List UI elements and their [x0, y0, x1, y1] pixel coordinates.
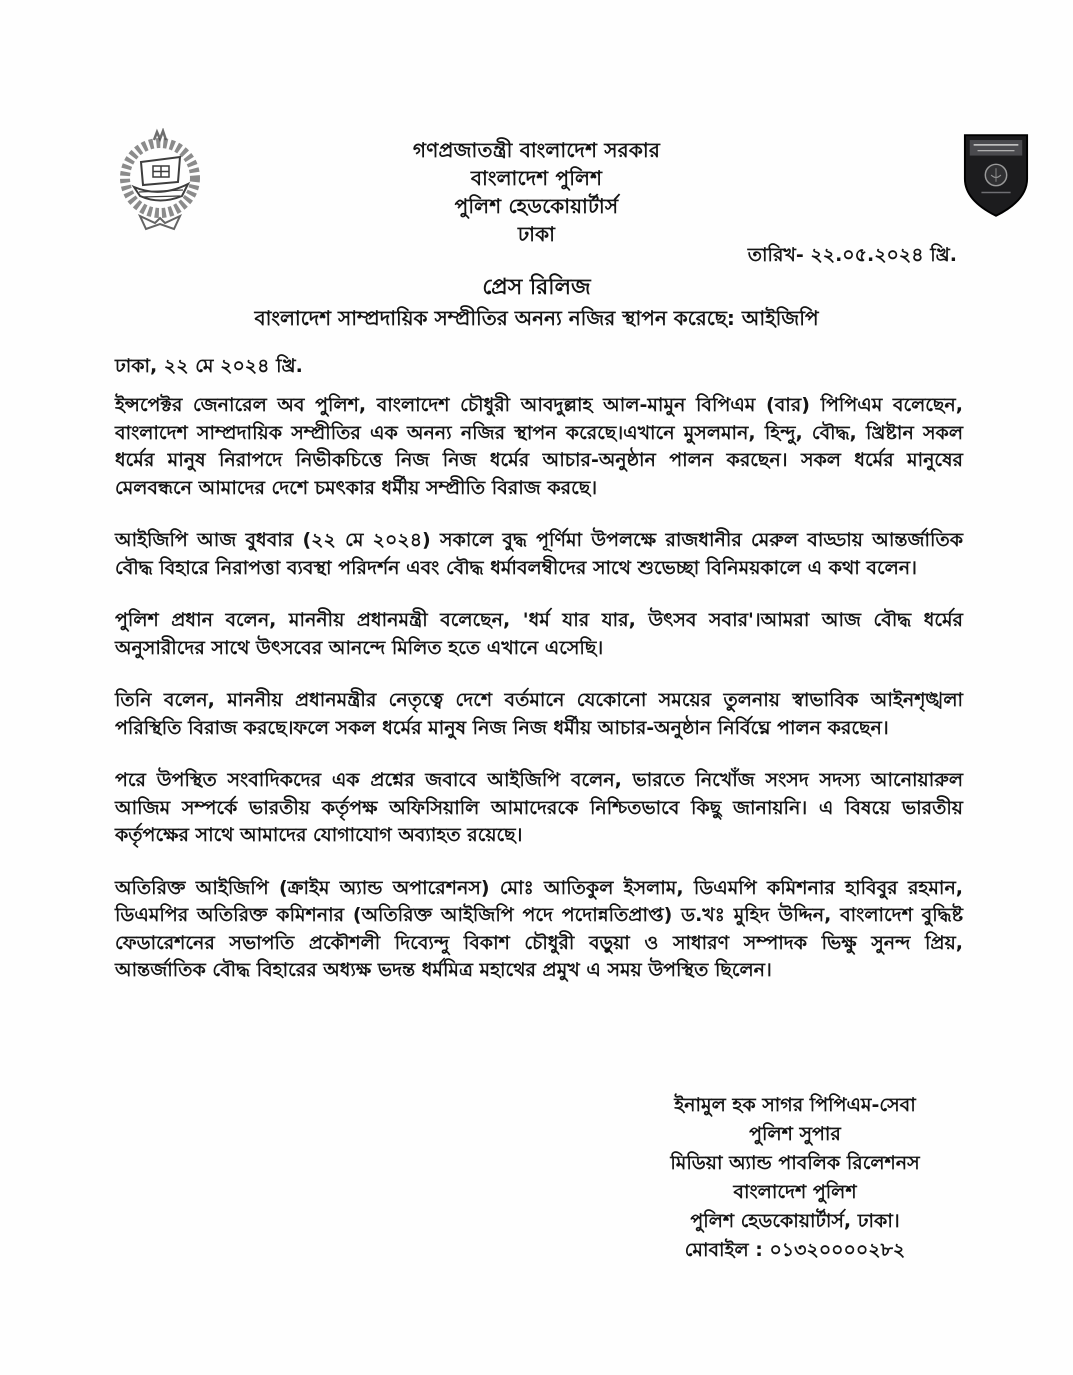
signatory-mobile: মোবাইল : ০১৩২০০০০২৮২ — [684, 1239, 906, 1261]
signatory-office: পুলিশ হেডকোয়ার্টার্স, ঢাকা। — [690, 1210, 900, 1232]
issue-date: তারিখ- ২২.০৫.২০২৪ খ্রি. — [747, 244, 957, 266]
body-paragraph-1: ইন্সপেক্টর জেনারেল অব পুলিশ, বাংলাদেশ চৌধুরী আবদুল্লাহ আল-মামুন বিপিএম (বার) পিপিএম বলেছেন, বাংলাদেশ সাম্প্রদায়িক সম্প্রীতির এক অনন্য নজির স্থাপন করেছে।এখানে মুসলমান, হিন্দু, বৌদ্ধ, খ্রিষ্টান সকল ধর্মের মানুষ নিরাপদে নিভীকচিত্তে নিজ নিজ ধর্মের আচার-অনুষ্ঠান পালন করছেন। সকল ধর্মের মানুষের মেলবন্ধনে আমাদের দেশে চমৎকার ধর্মীয় সম্প্রীতি বিরাজ করছে। — [115, 394, 963, 499]
office-name: পুলিশ হেডকোয়ার্টার্স — [454, 194, 619, 218]
signatory-department: মিডিয়া অ্যান্ড পাবলিক রিলেশনস — [670, 1152, 920, 1174]
body-paragraph-6: অতিরিক্ত আইজিপি (ক্রাইম অ্যান্ড অপারেশনস) মোঃ আতিকুল ইসলাম, ডিএমপি কমিশনার হাবিবুর রহমান, ডিএমপির অতিরিক্ত কমিশনার (অতিরিক্ত আইজিপি পদে পদোন্নতিপ্রাপ্ত) ড.খঃ মুহিদ উদ্দিন, বাংলাদেশ বুদ্ধিষ্ট ফেডারেশনের সভাপতি প্রকৌশলী দিব্যেন্দু বিকাশ চৌধুরী বড়ুয়া ও সাধারণ সম্পাদক ভিক্ষু সুনন্দ প্রিয়, আন্তর্জাতিক বৌদ্ধ বিহারের অধ্যক্ষ ভদন্ত ধর্মমিত্র মহাথের প্রমুখ এ সময় উপস্থিত ছিলেন। — [115, 876, 963, 981]
government-name: গণপ্রজাতন্ত্রী বাংলাদেশ সরকার — [412, 138, 661, 162]
body-paragraph-5: পরে উপস্থিত সংবাদিকদের এক প্রশ্নের জবাবে আইজিপি বলেন, ভারতে নিখোঁজ সংসদ সদস্য আনোয়ারুল আজিম সম্পর্কে ভারতীয় কর্তৃপক্ষ অফিসিয়ালি আমাদেরকে নিশ্চিতভাবে কিছু জানায়নি। এ বিষয়ে ভারতীয় কর্তৃপক্ষের সাথে আমাদের যোগাযোগ অব্যাহত রয়েছে। — [115, 769, 963, 846]
body-paragraph-3: পুলিশ প্রধান বলেন, মাননীয় প্রধানমন্ত্রী বলেছেন, 'ধর্ম যার যার, উৎসব সবার'।আমরা আজ বৌদ্ধ ধর্মের অনুসারীদের সাথে উৎসবের আনন্দে মিলিত হতে এখানে এসেছি। — [115, 609, 963, 659]
signatory-name: ইনামুল হক সাগর পিপিএম-সেবা — [674, 1094, 916, 1116]
signatory-organization: বাংলাদেশ পুলিশ — [733, 1181, 857, 1203]
letterhead — [0, 136, 1073, 248]
dateline: ঢাকা, ২২ মে ২০২৪ খ্রি. — [115, 355, 303, 377]
body-paragraph-2: আইজিপি আজ বুধবার (২২ মে ২০২৪) সকালে বুদ্ধ পূর্ণিমা উপলক্ষে রাজধানীর মেরুল বাড্ডায় আন্তর্জাতিক বৌদ্ধ বিহারে নিরাপত্তা ব্যবস্থা পরিদর্শন এবং বৌদ্ধ ধর্মাবলম্বীদের সাথে শুভেচ্ছা বিনিময়কালে এ কথা বলেন। — [115, 529, 963, 579]
city-name: ঢাকা — [517, 222, 556, 246]
signature-block — [628, 1091, 962, 1265]
organization-name: বাংলাদেশ পুলিশ — [470, 166, 603, 190]
headline: বাংলাদেশ সাম্প্রদায়িক সম্প্রীতির অনন্য নজির স্থাপন করেছে: আইজিপি — [254, 306, 819, 330]
signatory-rank: পুলিশ সুপার — [749, 1123, 841, 1145]
body-text — [115, 392, 963, 1010]
press-release-title: প্রেস রিলিজ — [482, 275, 591, 300]
body-paragraph-4: তিনি বলেন, মাননীয় প্রধানমন্ত্রীর নেতৃত্বে দেশে বর্তমানে যেকোনো সময়ের তুলনায় স্বাভাবিক আইনশৃঙ্খলা পরিস্থিতি বিরাজ করছে।ফলে সকল ধর্মের মানুষ নিজ নিজ ধর্মীয় আচার-অনুষ্ঠান নির্বিঘ্নে পালন করছেন। — [115, 689, 963, 739]
